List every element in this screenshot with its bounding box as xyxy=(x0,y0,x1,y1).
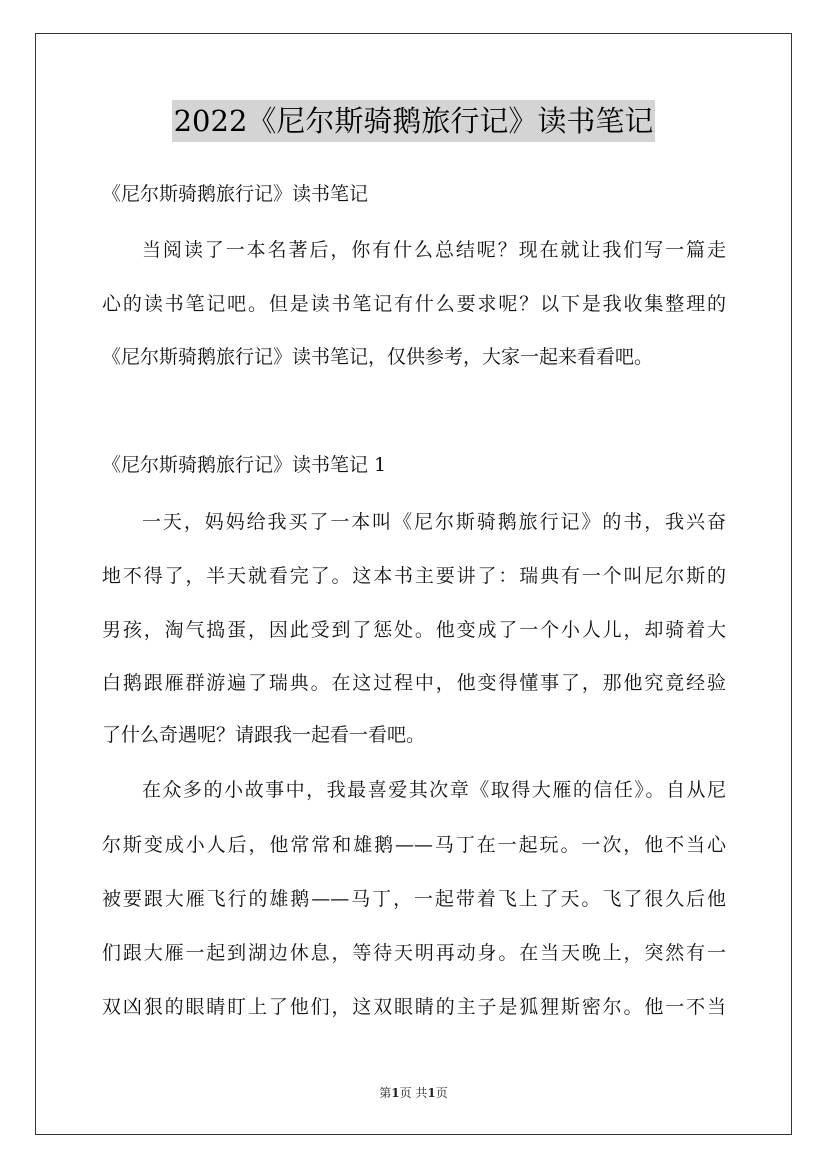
intro-line: 《尼尔斯骑鹅旅行记》读书笔记，仅供参考，大家一起来看看吧。 xyxy=(102,346,654,368)
paragraph-line: 尔斯变成小人后，他常常和雄鹅——马丁在一起玩。一次，他不当心 xyxy=(102,834,726,856)
paragraph-line: 了什么奇遇呢？请跟我一起看一看吧。 xyxy=(102,724,426,746)
footer-prefix: 第 xyxy=(379,1086,392,1100)
paragraph-line: 们跟大雁一起到湖边休息，等待天明再动身。在当天晚上，突然有一 xyxy=(102,942,726,964)
intro-line: 心的读书笔记吧。但是读书笔记有什么要求呢？以下是我收集整理的 xyxy=(102,293,726,315)
footer-mid: 页 共 xyxy=(399,1086,428,1100)
section-heading-1: 《尼尔斯骑鹅旅行记》读书笔记 1 xyxy=(102,454,387,476)
document-title: 2022《尼尔斯骑鹅旅行记》读书笔记 xyxy=(172,100,656,142)
page-footer xyxy=(0,1084,827,1101)
paragraph-line: 双凶狠的眼睛盯上了他们，这双眼睛的主子是狐狸斯密尔。他一不当 xyxy=(102,996,726,1018)
title-container xyxy=(0,100,827,142)
footer-page-number: 1 xyxy=(391,1086,400,1100)
intro-line: 当阅读了一本名著后，你有什么总结呢？现在就让我们写一篇走 xyxy=(142,239,726,261)
paragraph-line: 在众多的小故事中，我最喜爱其次章《取得大雁的信任》。自从尼 xyxy=(142,779,726,801)
paragraph-line: 男孩，淘气捣蛋，因此受到了惩处。他变成了一个小人儿，却骑着大 xyxy=(102,619,726,641)
paragraph-line: 白鹅跟雁群游遍了瑞典。在这过程中，他变得懂事了，那他究竟经验 xyxy=(102,672,726,694)
paragraph-line: 地不得了，半天就看完了。这本书主要讲了：瑞典有一个叫尼尔斯的 xyxy=(102,565,726,587)
footer-total-pages: 1 xyxy=(427,1086,436,1100)
paragraph-line: 被要跟大雁飞行的雄鹅——马丁，一起带着飞上了天。飞了很久后他 xyxy=(102,888,726,910)
paragraph-line: 一天，妈妈给我买了一本叫《尼尔斯骑鹅旅行记》的书，我兴奋 xyxy=(142,511,726,533)
footer-suffix: 页 xyxy=(435,1086,448,1100)
section-heading: 《尼尔斯骑鹅旅行记》读书笔记 xyxy=(102,183,369,205)
